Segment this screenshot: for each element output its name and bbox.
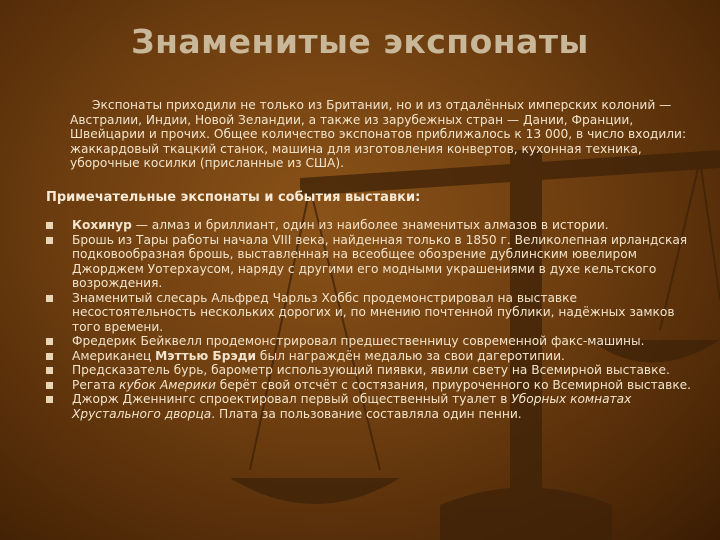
- item-text: Предсказатель бурь, барометр использующий пиявки, явили свету на Всемирной выставке.: [72, 363, 670, 377]
- item-text: берёт свой отсчёт с состязания, приуроченного ко Всемирной выставке.: [215, 377, 692, 392]
- section-subheading: Примечательные экспонаты и события выставки:: [46, 190, 421, 205]
- list-item: [46, 378, 694, 393]
- item-text: Брошь из Тары работы начала VIII века, найденная только в 1850 г. Великолепная ирландская подковообразная брошь, выставленная на всеобщее обозрение дублинским ювелиром Джорджем Уотерхаусом, наряду с другими его модными украшениями в духе кельтского возрождения.: [72, 232, 688, 290]
- item-bold: Кохинур: [72, 218, 132, 232]
- square-bullet-icon: [46, 222, 53, 229]
- list-item: [46, 363, 694, 378]
- item-text: . Плата за пользование составляла один пенни.: [211, 406, 522, 421]
- item-text: — алмаз и бриллиант, один из наиболее знаменитых алмазов в истории.: [131, 218, 609, 232]
- item-pre: Джорж Дженнингс спроектировал первый общественный туалет в: [72, 392, 512, 406]
- item-bold: Мэттью Брэди: [155, 348, 257, 363]
- square-bullet-icon: [46, 353, 53, 360]
- item-text: был награждён медалью за свои дагеротипии.: [256, 348, 565, 363]
- list-item: [46, 233, 694, 291]
- square-bullet-icon: [46, 338, 53, 345]
- item-text: Знаменитый слесарь Альфред Чарльз Хоббс продемонстрировал на выставке несостоятельность нескольких дорогих и, по мнению почтенной публики, надёжных замков того времени.: [72, 290, 675, 334]
- item-pre: Американец: [72, 348, 156, 363]
- item-italic: Уборных комнатах Хрустального дворца: [72, 392, 632, 421]
- slide-title: Знаменитые экспонаты: [131, 22, 589, 61]
- item-pre: Регата: [72, 377, 120, 392]
- list-item: [46, 392, 694, 421]
- item-italic: кубок Америки: [119, 377, 216, 392]
- square-bullet-icon: [46, 367, 53, 374]
- exhibits-list: [46, 218, 694, 421]
- list-item: [46, 291, 694, 335]
- list-item: [46, 218, 694, 233]
- square-bullet-icon: [46, 237, 53, 244]
- square-bullet-icon: [46, 396, 53, 403]
- item-text: Фредерик Бейквелл продемонстрировал предшественницу современной факс-машины.: [72, 334, 645, 348]
- square-bullet-icon: [46, 295, 53, 302]
- list-item: [46, 334, 694, 349]
- square-bullet-icon: [46, 382, 53, 389]
- list-item: [46, 349, 694, 364]
- intro-paragraph: Экспонаты приходили не только из Британии, но и из отдалённых имперских колоний — Австралии, Индии, Новой Зеландии, а также из зарубежных стран — Дании, Франции, Швейцарии и прочих. Общее количество экспонатов приближалось к 13 000, в число входили: жаккардовый ткацкий станок, машина для изготовления конвертов, кухонная техника, уборочные косилки (присланные из США).: [70, 98, 687, 171]
